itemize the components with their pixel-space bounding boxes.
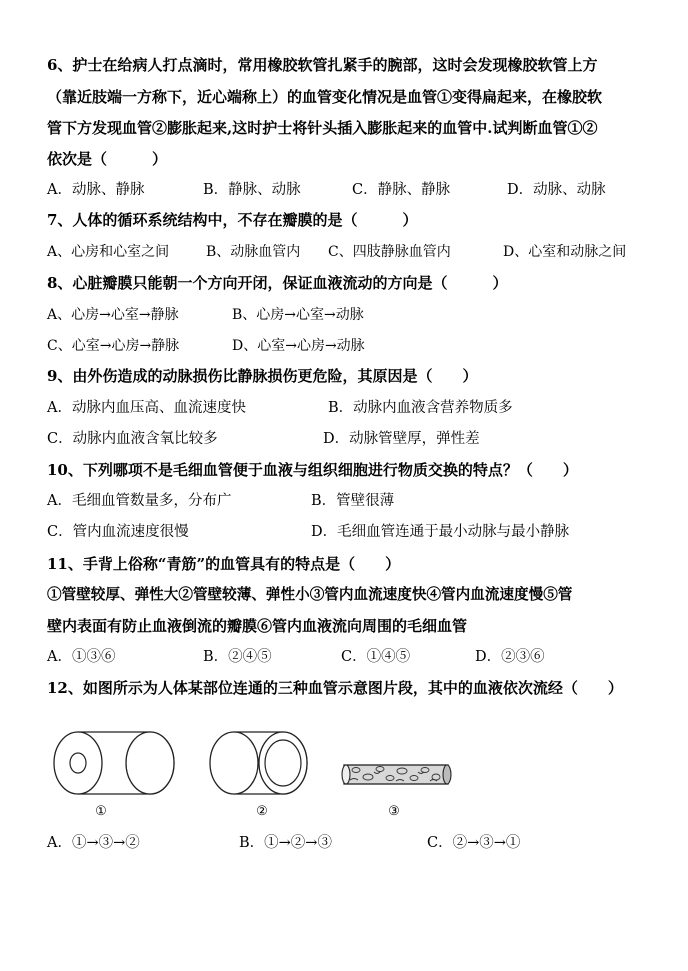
q11-stem: 11、手背上俗称“青筋”的血管具有的特点是（ ） xyxy=(47,555,401,573)
q8-option-b[interactable]: B、心房→心室→动脉 xyxy=(232,307,364,323)
q10-option-c[interactable]: C．管内血流速度很慢 xyxy=(47,524,189,540)
q6-option-d[interactable]: D．动脉、动脉 xyxy=(507,182,606,198)
q9-option-c[interactable]: C．动脉内血液含氧比较多 xyxy=(47,431,218,447)
q10-option-d[interactable]: D．毛细血管连通于最小动脉与最小静脉 xyxy=(311,524,570,540)
q7-option-a[interactable]: A、心房和心室之间 xyxy=(47,244,170,260)
q6-line-3: 管下方发现血管②膨胀起来,这时护士将针头插入膨胀起来的血管中.试判断血管①② xyxy=(47,119,598,137)
q7-stem: 7、人体的循环系统结构中，不存在瓣膜的是（ ） xyxy=(47,211,418,229)
q11-option-c[interactable]: C．①④⑤ xyxy=(341,649,411,665)
q11-option-d[interactable]: D．②③⑥ xyxy=(475,649,545,665)
q9-option-b[interactable]: B．动脉内血液含营养物质多 xyxy=(328,400,513,416)
vessel-1-label: ① xyxy=(95,804,107,819)
q12-stem: 12、如图所示为人体某部位连通的三种血管示意图片段，其中的血液依次流经（ ） xyxy=(47,679,623,697)
q7-option-b[interactable]: B、动脉血管内 xyxy=(206,244,301,260)
q11-line-2: 壁内表面有防止血液倒流的瓣膜⑥管内血液流向周围的毛细血管 xyxy=(47,617,468,635)
q7-option-c[interactable]: C、四肢静脉血管内 xyxy=(328,244,451,260)
q11-option-b[interactable]: B．②④⑤ xyxy=(203,649,272,665)
q6-option-a[interactable]: A．动脉、静脉 xyxy=(47,182,145,198)
vessel-2-thin-wall-figure xyxy=(208,728,310,798)
vessel-3-label: ③ xyxy=(388,804,400,819)
q8-stem: 8、心脏瓣膜只能朝一个方向开闭，保证血液流动的方向是（ ） xyxy=(47,274,508,292)
q9-stem: 9、由外伤造成的动脉损伤比静脉损伤更危险，其原因是（ ） xyxy=(47,367,478,385)
vessel-2-label: ② xyxy=(256,804,268,819)
q11-line-1: ①管壁较厚、弹性大②管壁较薄、弹性小③管内血流速度快④管内血流速度慢⑤管 xyxy=(47,586,573,603)
q9-option-a[interactable]: A．动脉内血压高、血流速度快 xyxy=(47,400,246,416)
vessel-3-capillary-figure xyxy=(340,760,455,790)
q10-stem: 10、下列哪项不是毛细血管便于血液与组织细胞进行物质交换的特点？（ ） xyxy=(47,461,578,479)
q11-option-a[interactable]: A．①③⑥ xyxy=(47,649,116,665)
q12-option-a[interactable]: A．①→③→② xyxy=(47,835,140,851)
q6-line-4: 依次是（ ） xyxy=(47,150,168,168)
q8-option-d[interactable]: D、心室→心房→动脉 xyxy=(232,338,365,354)
q6-option-b[interactable]: B．静脉、动脉 xyxy=(203,182,301,198)
q10-option-b[interactable]: B．管壁很薄 xyxy=(311,493,395,509)
vessel-1-thick-wall-figure xyxy=(50,728,175,798)
q8-option-c[interactable]: C、心室→心房→静脉 xyxy=(47,338,180,354)
q12-option-c[interactable]: C．②→③→① xyxy=(427,835,521,851)
q7-option-d[interactable]: D、心室和动脉之间 xyxy=(503,244,627,260)
q6-option-c[interactable]: C．静脉、静脉 xyxy=(352,182,451,198)
q12-option-b[interactable]: B．①→②→③ xyxy=(239,835,332,851)
q10-option-a[interactable]: A．毛细血管数量多，分布广 xyxy=(47,493,232,509)
q6-line-2: （靠近肢端一方称下，近心端称上）的血管变化情况是血管①变得扁起来，在橡胶软 xyxy=(47,88,603,106)
q8-option-a[interactable]: A、心房→心室→静脉 xyxy=(47,307,179,323)
q9-option-d[interactable]: D．动脉管壁厚，弹性差 xyxy=(323,431,480,447)
q6-line-1: 6、护士在给病人打点滴时，常用橡胶软管扎紧手的腕部，这时会发现橡胶软管上方 xyxy=(47,56,598,74)
